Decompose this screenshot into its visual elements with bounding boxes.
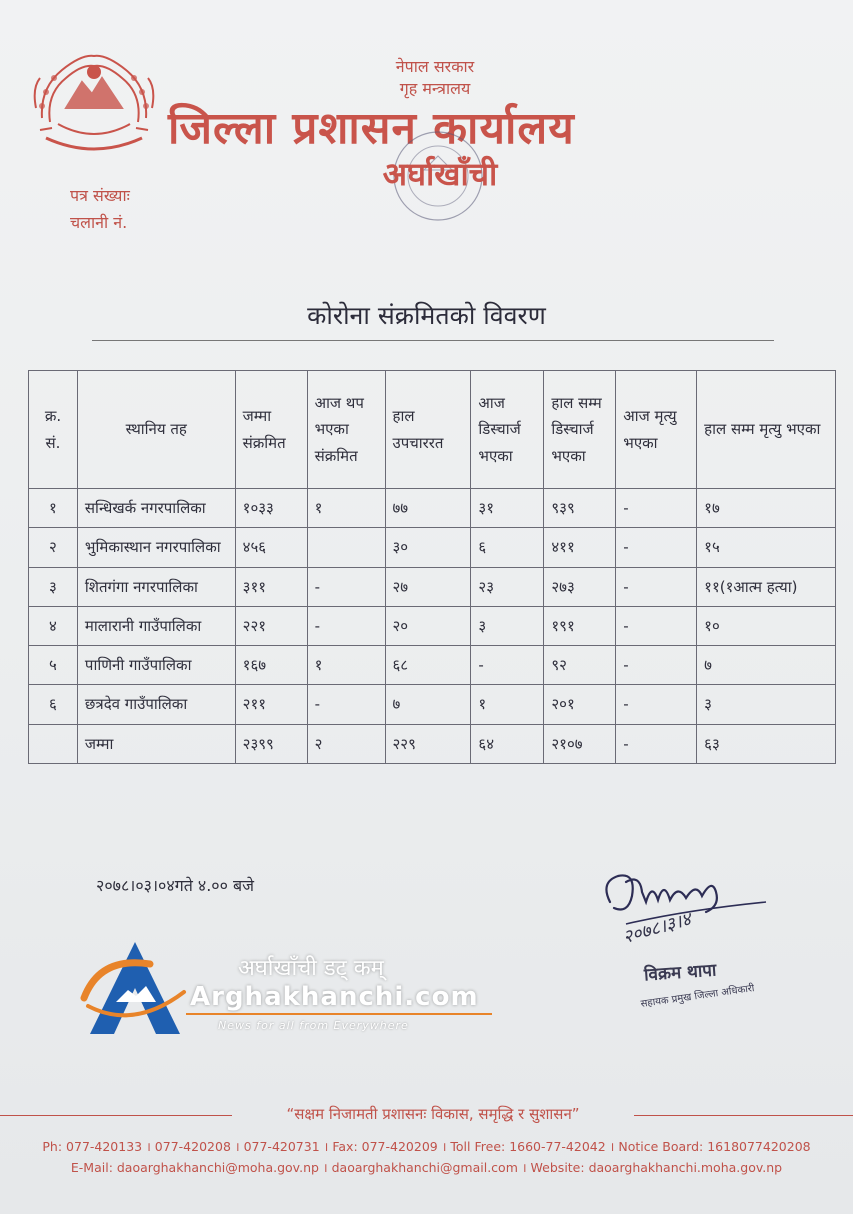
table-cell: जम्मा [77, 724, 235, 763]
table-cell: मालारानी गाउँपालिका [77, 606, 235, 645]
table-row [29, 685, 836, 724]
table-cell: - [616, 685, 697, 724]
table-cell: १ [307, 489, 385, 528]
table-cell: - [616, 528, 697, 567]
signatory-role: सहायक प्रमुख जिल्ला अधिकारी [640, 983, 756, 1010]
column-header: हाल सम्म डिस्चार्ज भएका [544, 371, 616, 489]
table-cell: - [471, 646, 544, 685]
table-body [29, 489, 836, 764]
table-cell: भुमिकास्थान नगरपालिका [77, 528, 235, 567]
table-cell: २११ [235, 685, 307, 724]
table-cell [29, 724, 78, 763]
table-cell: १९१ [544, 606, 616, 645]
table-cell: ६३ [697, 724, 836, 763]
footer-rule-left [0, 1115, 232, 1116]
table-cell: २१०७ [544, 724, 616, 763]
column-header: क्र. सं. [29, 371, 78, 489]
table-cell: ७७ [385, 489, 471, 528]
table-cell: - [616, 567, 697, 606]
signatory-name: विक्रम थापा [643, 960, 718, 986]
table-cell: २७ [385, 567, 471, 606]
table-cell: ३० [385, 528, 471, 567]
table-cell: २ [307, 724, 385, 763]
table-row [29, 567, 836, 606]
table-cell: ३ [471, 606, 544, 645]
column-header: आज मृत्यु भएका [616, 371, 697, 489]
nepal-emblem-icon [32, 48, 156, 160]
ref-number-label: पत्र संख्याः [70, 186, 130, 205]
table-cell: १ [471, 685, 544, 724]
table-cell: १७ [697, 489, 836, 528]
table-cell: २० [385, 606, 471, 645]
table-cell: - [307, 606, 385, 645]
column-header: हाल सम्म मृत्यु भएका [697, 371, 836, 489]
table-cell: ५ [29, 646, 78, 685]
column-header: जम्मा संक्रमित [235, 371, 307, 489]
table-cell: ९२ [544, 646, 616, 685]
table-cell: ११(१आत्म हत्या) [697, 567, 836, 606]
table-cell: २७३ [544, 567, 616, 606]
table-cell: ७ [697, 646, 836, 685]
table-cell: - [307, 567, 385, 606]
government-heading [330, 56, 540, 101]
table-cell: - [616, 606, 697, 645]
table-cell: ४ [29, 606, 78, 645]
table-cell: १ [29, 489, 78, 528]
footer-rule-right [634, 1115, 853, 1116]
table-cell: १५ [697, 528, 836, 567]
watermark-underline [186, 1013, 492, 1015]
table-cell: ७ [385, 685, 471, 724]
table-total-row [29, 724, 836, 763]
table-header-row [29, 371, 836, 489]
column-header: आज डिस्चार्ज भएका [471, 371, 544, 489]
table-cell: ६८ [385, 646, 471, 685]
table-cell: ६४ [471, 724, 544, 763]
reference-block [70, 182, 130, 236]
table-cell: २३९९ [235, 724, 307, 763]
table-row [29, 646, 836, 685]
table-cell: १० [697, 606, 836, 645]
table-cell: ९३९ [544, 489, 616, 528]
footer-contact-phones: Ph: 077-420133 । 077-420208 । 077-420731 । Fax: 077-420209 । Toll Free: 1660-77-42042 । Notice Board: 1618077420208 [42, 1139, 811, 1154]
table-cell: ३११ [235, 567, 307, 606]
table-cell: ६ [29, 685, 78, 724]
table-row [29, 489, 836, 528]
watermark-tagline: News for all from Everywhere [218, 1019, 409, 1032]
table-cell: २०१ [544, 685, 616, 724]
watermark-site-name: Arghakhanchi.com [190, 982, 479, 1012]
government-name: नेपाल सरकार [395, 57, 475, 76]
watermark-nepali-name: अर्घाखाँची डट् कम् [238, 956, 384, 981]
ministry-name: गृह मन्त्रालय [399, 79, 471, 99]
footer-contact-web: E-Mail: daoarghakhanchi@moha.gov.np । daoarghakhanchi@gmail.com । Website: daoarghakhanchi.moha.gov.np [70, 1160, 783, 1175]
table-cell: ३ [29, 567, 78, 606]
table-cell: ३१ [471, 489, 544, 528]
table-cell: - [616, 489, 697, 528]
report-date-time: २०७८।०३।०४गते ४.०० बजे [96, 876, 255, 895]
table-cell: २२९ [385, 724, 471, 763]
footer-motto: “सक्षम निजामती प्रशासनः विकास, समृद्धि र सुशासन” [286, 1105, 580, 1123]
table-cell [307, 528, 385, 567]
column-header: आज थप भएका संक्रमित [307, 371, 385, 489]
office-name: जिल्ला प्रशासन कार्यालय [168, 103, 575, 154]
table-row [29, 528, 836, 567]
covid-summary-table [28, 370, 836, 764]
table-cell: शितगंगा नगरपालिका [77, 567, 235, 606]
page-title: कोरोना संक्रमितको विवरण [307, 301, 546, 330]
table-cell: २३ [471, 567, 544, 606]
table-cell: १ [307, 646, 385, 685]
footer-motto-row [0, 1104, 853, 1128]
table-row [29, 606, 836, 645]
table-cell: पाणिनी गाउँपालिका [77, 646, 235, 685]
column-header: स्थानिय तह [77, 371, 235, 489]
table-cell: छत्रदेव गाउँपालिका [77, 685, 235, 724]
table-cell: १०३३ [235, 489, 307, 528]
table-cell: - [307, 685, 385, 724]
table-cell: ४११ [544, 528, 616, 567]
table-cell: ६ [471, 528, 544, 567]
dispatch-number-label: चलानी नं. [70, 213, 128, 233]
table-cell: २ [29, 528, 78, 567]
table-cell: ४५६ [235, 528, 307, 567]
table-cell: - [616, 724, 697, 763]
title-divider [92, 340, 774, 341]
arghakhanchi-logo-icon [80, 938, 190, 1038]
table-cell: सन्धिखर्क नगरपालिका [77, 489, 235, 528]
table-cell: २२१ [235, 606, 307, 645]
table-cell: ३ [697, 685, 836, 724]
table-cell: - [616, 646, 697, 685]
column-header: हाल उपचाररत [385, 371, 471, 489]
district-name: अर्घाखाँची [382, 155, 498, 193]
table-cell: १६७ [235, 646, 307, 685]
signature-date: २०७८।३।४ [620, 908, 694, 949]
